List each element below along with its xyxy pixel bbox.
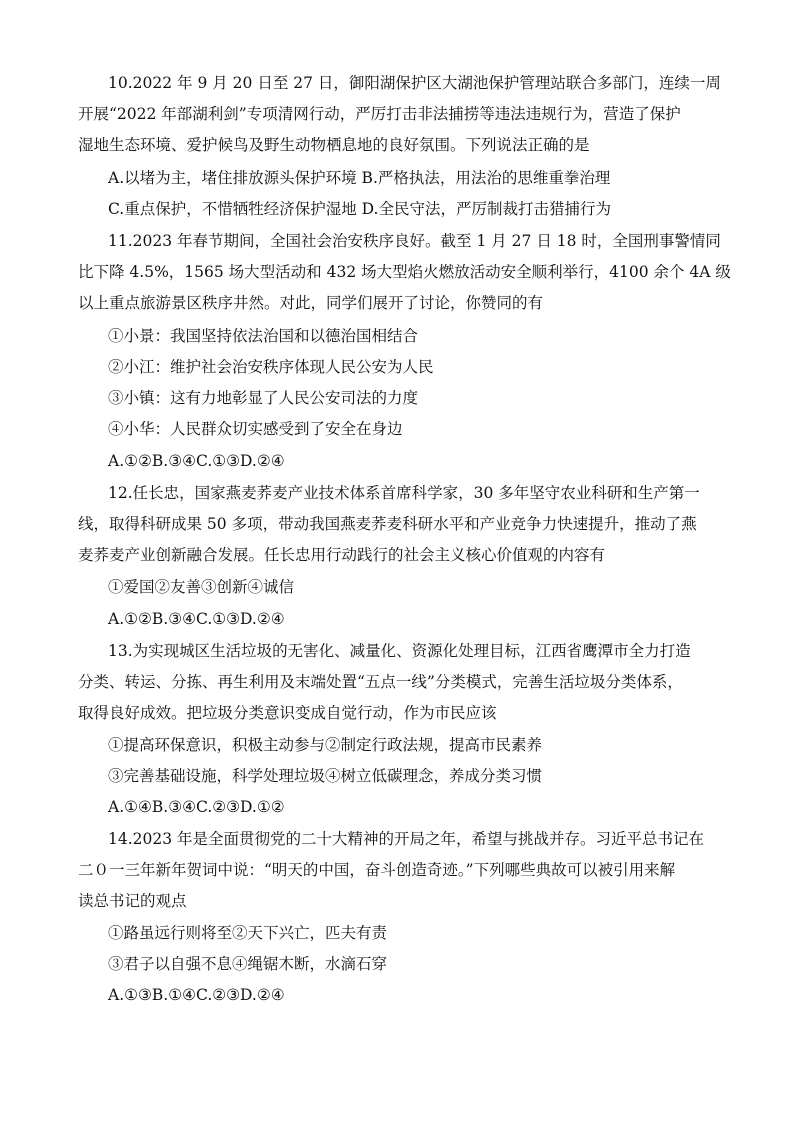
q11-item-2: ②小江：维护社会治安秩序体现人民公安为人民 [108, 358, 434, 376]
q11-item-1: ①小景：我国坚持依法治国和以德治国相结合 [108, 327, 419, 345]
q10-option-cd: C.重点保护，不惜牺牲经济保护湿地 D.全民守法，严厉制裁打击猎捕行为 [108, 200, 611, 218]
q14-stem-line-3: 读总书记的观点 [78, 892, 187, 910]
q14-items-3-4: ③君子以自强不息④绳锯木断，水滴石穿 [108, 955, 388, 973]
q11-stem-line-2: 比下降 4.5%，1565 场大型活动和 432 场大型焰火燃放活动安全顺利举行，4100 余个 4A 级 [78, 263, 731, 281]
q12-answer-options: A.①②B.③④C.①③D.②④ [108, 610, 285, 628]
q11-stem-line-1: 11.2023 年春节期间，全国社会治安秩序良好。截至 1 月 27 日 18 时，全国刑事警情同 [108, 232, 721, 250]
q12-stem-line-1: 12.任长忠，国家燕麦荞麦产业技术体系首席科学家，30 多年坚守农业科研和生产第一 [108, 484, 700, 502]
q13-items-3-4: ③完善基础设施，科学处理垃圾④树立低碳理念，养成分类习惯 [108, 767, 543, 785]
q10-option-ab: A.以堵为主，堵住排放源头保护环境 B.严格执法，用法治的思维重拳治理 [108, 169, 611, 187]
q14-stem-line-1: 14.2023 年是全面贯彻党的二十大精神的开局之年，希望与挑战并存。习近平总书记在 [108, 830, 705, 848]
q13-items-1-2: ①提高环保意识，积极主动参与②制定行政法规，提高市民素养 [108, 736, 543, 754]
q13-stem-line-2: 分类、转运、分拣、再生利用及末端处置“五点一线”分类模式，完善生活垃圾分类体系， [78, 673, 683, 691]
q11-item-3: ③小镇：这有力地彰显了人民公安司法的力度 [108, 389, 419, 407]
q10-stem-line-3: 湿地生态环境、爱护候鸟及野生动物栖息地的良好氛围。下列说法正确的是 [78, 136, 590, 154]
q12-stem-line-3: 麦荞麦产业创新融合发展。任长忠用行动践行的社会主义核心价值观的内容有 [78, 546, 606, 564]
q14-answer-options: A.①③B.①④C.②③D.②④ [108, 986, 285, 1004]
q13-answer-options: A.①④B.③④C.②③D.①② [108, 798, 285, 816]
q12-items: ①爱国②友善③创新④诚信 [108, 578, 295, 596]
q10-stem-line-2: 开展“2022 年部湖利剑”专项清网行动，严厉打击非法捕捞等违法违规行为，营造了保护 [78, 105, 681, 123]
q14-stem-line-2: 二０一三年新年贺词中说：“明天的中国，奋斗创造奇迹。”下列哪些典故可以被引用来解 [78, 861, 676, 879]
q13-stem-line-3: 取得良好成效。把垃圾分类意识变成自觉行动，作为市民应该 [78, 704, 497, 722]
q14-items-1-2: ①路虽远行则将至②天下兴亡，匹夫有责 [108, 924, 388, 942]
q12-stem-line-2: 线，取得科研成果 50 多项，带动我国燕麦荞麦科研水平和产业竞争力快速提升，推动了燕 [78, 515, 697, 533]
q11-stem-line-3: 以上重点旅游景区秩序井然。对此，同学们展开了讨论，你赞同的有 [78, 294, 544, 312]
q11-answer-options: A.①②B.③④C.①③D.②④ [108, 452, 285, 470]
q11-item-4: ④小华：人民群众切实感受到了安全在身边 [108, 420, 403, 438]
q13-stem-line-1: 13.为实现城区生活垃圾的无害化、减量化、资源化处理目标，江西省鹰潭市全力打造 [108, 642, 691, 660]
q10-stem-line-1: 10.2022 年 9 月 20 日至 27 日，御阳湖保护区大湖池保护管理站联合多部门，连续一周 [108, 74, 721, 92]
